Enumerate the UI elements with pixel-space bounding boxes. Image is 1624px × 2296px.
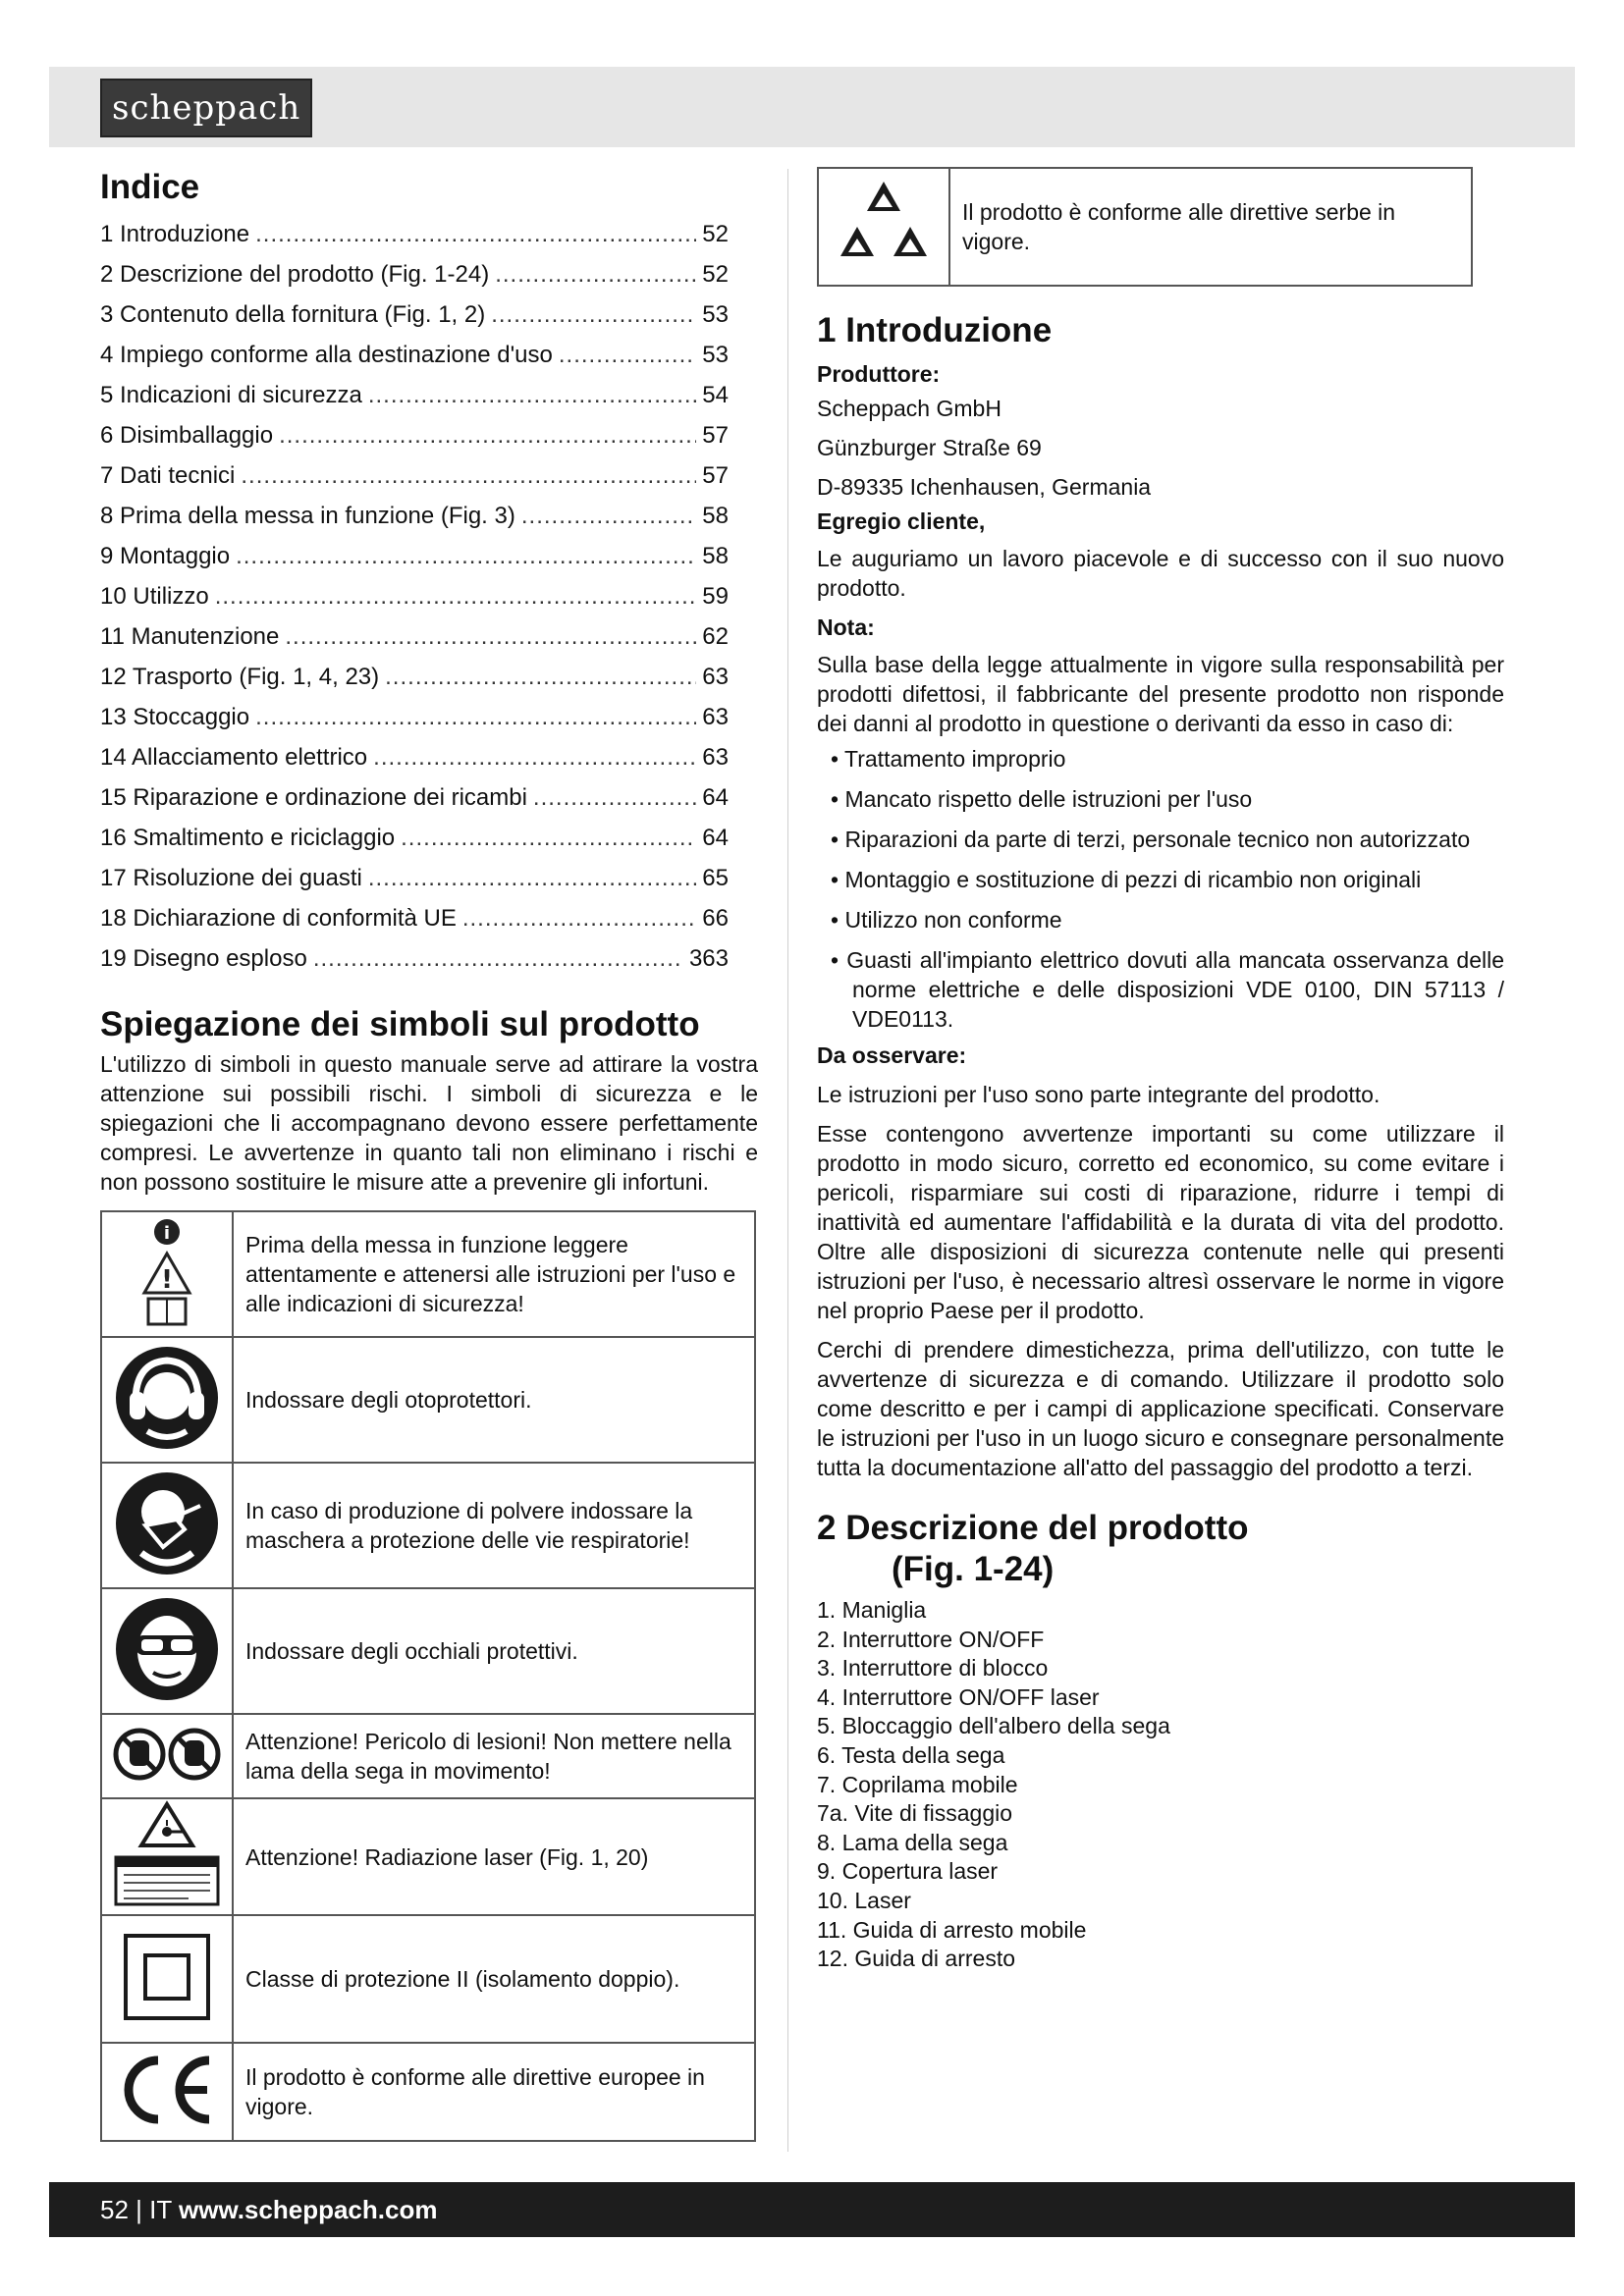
protection-class-ii-icon	[101, 1915, 233, 2043]
toc-entry[interactable]	[100, 335, 729, 375]
toc-entry[interactable]	[100, 898, 729, 938]
list-item: 5. Bloccaggio dell'albero della sega	[817, 1713, 1170, 1739]
toc-entry-page: 64	[702, 825, 729, 851]
symbol-row	[101, 2043, 755, 2141]
column-divider	[787, 169, 788, 2152]
manufacturer-line: Günzburger Straße 69	[817, 435, 1042, 460]
toc-entry-page: 62	[702, 623, 729, 650]
symbol-text: Indossare degli otoprotettori.	[233, 1337, 755, 1463]
toc-entry[interactable]	[100, 938, 729, 979]
footer-url[interactable]: www.scheppach.com	[179, 2195, 438, 2224]
toc-entry[interactable]	[100, 415, 729, 455]
toc-entry[interactable]	[100, 818, 729, 858]
toc-entry[interactable]	[100, 496, 729, 536]
toc-entry-page: 52	[702, 261, 729, 288]
toc-entry-page: 63	[702, 744, 729, 771]
manufacturer-line: Scheppach GmbH	[817, 396, 1001, 421]
symbol-text: Attenzione! Radiazione laser (Fig. 1, 20)	[233, 1798, 755, 1915]
list-item: • Trattamento improprio	[817, 744, 1504, 774]
list-item: 12. Guida di arresto	[817, 1946, 1016, 1972]
toc-entry-title: 8 Prima della messa in funzione (Fig. 3)	[100, 503, 515, 529]
symbol-text: Indossare degli occhiali protettivi.	[233, 1588, 755, 1714]
symbol-text: Attenzione! Pericolo di lesioni! Non mettere nella lama della sega in movimento!	[233, 1714, 755, 1798]
note-label: Nota:	[817, 614, 875, 640]
toc-entry-title: 12 Trasporto (Fig. 1, 4, 23)	[100, 664, 380, 690]
toc-leader-dots	[385, 657, 696, 697]
toc-entry-title: 14 Allacciamento elettrico	[100, 744, 368, 771]
symbol-text: In caso di produzione di polvere indossare la maschera a protezione delle vie respiratorie!	[233, 1463, 755, 1588]
toc-leader-dots	[241, 455, 696, 496]
toc-entry[interactable]	[100, 214, 729, 254]
list-item: 11. Guida di arresto mobile	[817, 1916, 1087, 1943]
toc-entry-title: 13 Stoccaggio	[100, 704, 250, 730]
page-footer	[49, 2182, 1575, 2237]
symbol-row	[101, 1588, 755, 1714]
note-text: Sulla base della legge attualmente in vigore sulla responsabilità per prodotti difettosi, il fabbricante del presente prodotto non risponde dei danni al prodotto in questione o derivanti da esso in caso di:	[817, 652, 1504, 736]
toc-entry-title: 6 Disimballaggio	[100, 422, 274, 449]
toc-leader-dots	[368, 375, 696, 415]
toc-entry-title: 11 Manutenzione	[100, 623, 280, 650]
observe-paragraph: Esse contengono avvertenze importanti su come utilizzare il prodotto in modo sicuro, corretto ed economico, su come evitare i pericoli, risparmiare sui costi di riparazione, ridurre i tempi di inattività ed aumentare l'affidabilità e la durata di vita del prodotto. Oltre alle disposizioni di sicurezza contenute nelle qui presenti istruzioni per l'uso, è necessario altresì osservare le norme in vigore nel proprio Paese per il prodotto.	[817, 1121, 1504, 1323]
toc-leader-dots	[373, 737, 696, 777]
scheppach-logo: scheppach	[100, 79, 312, 137]
read-manual-warning-icon	[101, 1211, 233, 1337]
toc-entry-page: 363	[688, 945, 729, 972]
list-item: • Utilizzo non conforme	[817, 905, 1504, 934]
toc-leader-dots	[313, 938, 683, 979]
toc-entry-page: 63	[702, 664, 729, 690]
ce-mark-icon	[101, 2043, 233, 2141]
symbol-row	[101, 1337, 755, 1463]
toc-entry-title: 16 Smaltimento e riciclaggio	[100, 825, 396, 851]
toc-leader-dots	[462, 898, 696, 938]
toc-entry-page: 54	[702, 382, 729, 408]
symbol-row	[101, 1211, 755, 1337]
footer-separator: |	[128, 2195, 150, 2224]
note-list	[817, 744, 1504, 1034]
symbol-row	[101, 1798, 755, 1915]
toc-leader-dots	[401, 818, 696, 858]
toc-entry[interactable]	[100, 737, 729, 777]
laser-radiation-icon	[101, 1798, 233, 1915]
toc-entry[interactable]	[100, 455, 729, 496]
symbol-text: Prima della messa in funzione leggere attentamente e attenersi alle istruzioni per l'uso e alle indicazioni di sicurezza!	[233, 1211, 755, 1337]
toc-entry-page: 53	[702, 301, 729, 328]
observe-paragraph: Le istruzioni per l'uso sono parte integrante del prodotto.	[817, 1082, 1380, 1107]
symbol-row	[101, 1915, 755, 2043]
toc-leader-dots	[255, 697, 696, 737]
toc-leader-dots	[559, 335, 696, 375]
toc-entry-title: 19 Disegno esploso	[100, 945, 307, 972]
left-column	[100, 167, 758, 2142]
toc-leader-dots	[368, 858, 696, 898]
toc-entry-title: 10 Utilizzo	[100, 583, 209, 610]
manufacturer-line: D-89335 Ichenhausen, Germania	[817, 474, 1152, 500]
toc-entry[interactable]	[100, 657, 729, 697]
toc-entry-title: 1 Introduzione	[100, 221, 250, 247]
toc-entry[interactable]	[100, 254, 729, 294]
toc-entry-title: 4 Impiego conforme alla destinazione d'uso	[100, 342, 553, 368]
toc-entry-page: 57	[702, 422, 729, 449]
footer-language: IT	[149, 2195, 172, 2224]
observe-label: Da osservare:	[817, 1042, 967, 1068]
toc-leader-dots	[215, 576, 697, 616]
symbols-intro: L'utilizzo di simboli in questo manuale serve ad attirare la vostra attenzione sui possibili rischi. I simboli di sicurezza e le spiegazioni che li accompagnano devono essere perfettamente compresi. Le avvertenze in quanto tali non eliminano i rischi e non possono sostituire le misure atte a prevenire gli infortuni.	[100, 1051, 758, 1195]
table-of-contents	[100, 214, 758, 979]
toc-entry[interactable]	[100, 858, 729, 898]
toc-entry[interactable]	[100, 375, 729, 415]
svg-text:i: i	[163, 1222, 171, 1244]
toc-entry-title: 17 Risoluzione dei guasti	[100, 865, 362, 891]
toc-entry-page: 66	[702, 905, 729, 932]
list-item: • Guasti all'impianto elettrico dovuti alla mancata osservanza delle norme elettriche e delle disposizioni VDE 0100, DIN 57113 / VDE0113.	[817, 945, 1504, 1034]
observe-paragraph: Cerchi di prendere dimestichezza, prima dell'utilizzo, con tutte le avvertenze di sicurezza e di comando. Utilizzare il prodotto solo come descritto e per i campi di applicazione specificati. Conservare le istruzioni per l'uso in un luogo sicuro e consegnare personalmente tutta la documentazione all'atto del passaggio del prodotto a terzi.	[817, 1337, 1504, 1480]
toc-entry[interactable]	[100, 576, 729, 616]
toc-leader-dots	[533, 777, 696, 818]
dust-mask-icon	[101, 1463, 233, 1588]
toc-leader-dots	[491, 294, 696, 335]
toc-leader-dots	[279, 415, 696, 455]
list-item: 4. Interruttore ON/OFF laser	[817, 1683, 1100, 1710]
symbol-row	[101, 1714, 755, 1798]
toc-entry-title: 3 Contenuto della fornitura (Fig. 1, 2)	[100, 301, 486, 328]
list-item: 1. Maniglia	[817, 1597, 927, 1623]
right-column	[817, 167, 1504, 1974]
list-item: 10. Laser	[817, 1887, 911, 1913]
toc-entry-page: 58	[702, 543, 729, 569]
ear-protection-icon	[101, 1337, 233, 1463]
list-item: 6. Testa della sega	[817, 1741, 1005, 1768]
toc-entry-title: 2 Descrizione del prodotto (Fig. 1-24)	[100, 261, 490, 288]
symbol-text: Il prodotto è conforme alle direttive europee in vigore.	[233, 2043, 755, 2141]
toc-leader-dots	[255, 214, 696, 254]
toc-leader-dots	[285, 616, 696, 657]
symbol-text: Classe di protezione II (isolamento doppio).	[233, 1915, 755, 2043]
toc-entry-page: 58	[702, 503, 729, 529]
description-title-line2: (Fig. 1-24)	[892, 1550, 1055, 1588]
toc-entry[interactable]	[100, 294, 729, 335]
toc-leader-dots	[521, 496, 696, 536]
list-item: 9. Copertura laser	[817, 1858, 999, 1885]
parts-list	[817, 1596, 1504, 1974]
toc-entry[interactable]	[100, 536, 729, 576]
footer-text	[100, 2182, 437, 2237]
svg-text:!: !	[161, 1264, 173, 1295]
toc-entry-page: 53	[702, 342, 729, 368]
toc-entry-page: 64	[702, 784, 729, 811]
toc-entry-page: 57	[702, 462, 729, 489]
symbols-table	[100, 1210, 756, 2142]
symbol-row	[101, 1463, 755, 1588]
toc-entry-title: 5 Indicazioni di sicurezza	[100, 382, 362, 408]
intro-title: 1 Introduzione	[817, 311, 1053, 349]
serbian-conformity-icon	[818, 168, 949, 286]
serbian-conformity-box	[817, 167, 1473, 287]
list-item: • Riparazioni da parte di terzi, personale tecnico non autorizzato	[817, 825, 1504, 854]
toc-entry-page: 65	[702, 865, 729, 891]
toc-entry-title: 9 Montaggio	[100, 543, 231, 569]
list-item: 7a. Vite di fissaggio	[817, 1800, 1013, 1827]
list-item: • Mancato rispetto delle istruzioni per l'uso	[817, 784, 1504, 814]
safety-goggles-icon	[101, 1588, 233, 1714]
description-title	[817, 1508, 1504, 1590]
symbols-title: Spiegazione dei simboli sul prodotto	[100, 1005, 700, 1043]
toc-entry[interactable]	[100, 777, 729, 818]
toc-entry-title: 7 Dati tecnici	[100, 462, 236, 489]
toc-entry-page: 63	[702, 704, 729, 730]
customer-label: Egregio cliente,	[817, 508, 986, 534]
list-item: • Montaggio e sostituzione di pezzi di ricambio non originali	[817, 865, 1504, 894]
toc-entry-page: 59	[702, 583, 729, 610]
toc-entry-title: 18 Dichiarazione di conformità UE	[100, 905, 457, 932]
footer-page-number: 52	[100, 2195, 129, 2224]
toc-entry-page: 52	[702, 221, 729, 247]
toc-leader-dots	[236, 536, 696, 576]
list-item: 2. Interruttore ON/OFF	[817, 1626, 1045, 1652]
toc-entry[interactable]	[100, 616, 729, 657]
manufacturer-label: Produttore:	[817, 361, 941, 387]
list-item: 3. Interruttore di blocco	[817, 1655, 1049, 1682]
toc-entry-title: 15 Riparazione e ordinazione dei ricambi	[100, 784, 527, 811]
toc-leader-dots	[495, 254, 696, 294]
list-item: 7. Coprilama mobile	[817, 1771, 1018, 1797]
toc-title: Indice	[100, 168, 200, 206]
customer-text: Le auguriamo un lavoro piacevole e di successo con il suo nuovo prodotto.	[817, 546, 1504, 601]
no-hands-icon	[101, 1714, 233, 1798]
page-header	[49, 67, 1575, 147]
serbian-conformity-text: Il prodotto è conforme alle direttive serbe in vigore.	[949, 168, 1472, 286]
description-title-line1: 2 Descrizione del prodotto	[817, 1509, 1249, 1547]
toc-entry[interactable]	[100, 697, 729, 737]
list-item: 8. Lama della sega	[817, 1829, 1008, 1855]
